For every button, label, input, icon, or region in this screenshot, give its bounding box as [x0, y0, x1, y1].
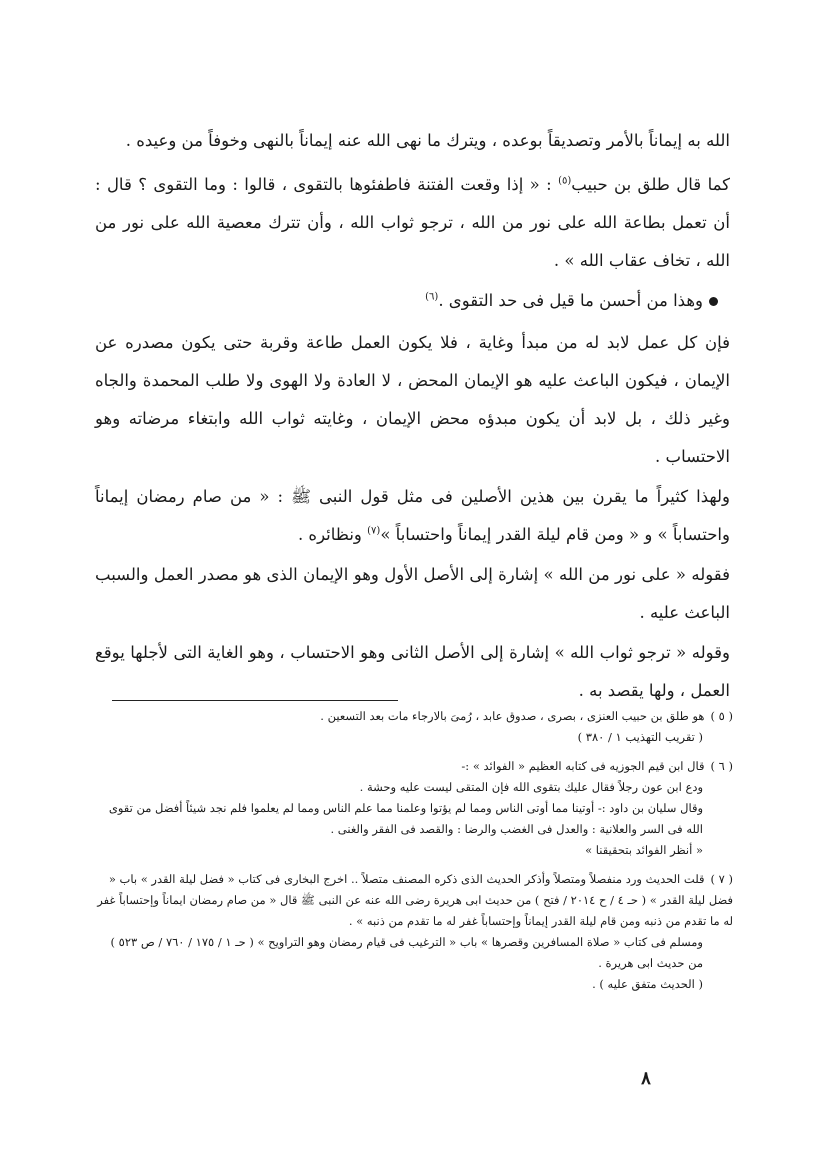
footnote-7 — [95, 869, 733, 995]
footnote-6-line-2: ودع ابن عون رجلاً فقال عليك بتقوى الله فإن المتقى ليست عليه وحشة . — [359, 780, 703, 794]
footnote-5 — [95, 706, 733, 748]
footnote-ref-5: (٥) — [558, 175, 572, 187]
footnote-6-text-1: قال ابن قيم الجوزيه فى كتابه العظيم « الفوائد » :- — [461, 759, 705, 773]
footnote-7-line-1 — [95, 869, 733, 932]
footnote-6-line-3: وقال سليان بن داود :- أوتينا مما أوتى الناس ومما لم يؤتوا وعلمنا مما علم الناس ومما لم يعلموا فلم نجد شيئاً أفضل من تقوى الله فى السر والعلانية : والعدل فى الغضب والرضا : والقصد فى الفقر والغنى . — [108, 801, 703, 836]
paragraph-2-lead: كما قال طلق بن حبيب — [571, 175, 731, 194]
bullet-icon — [709, 297, 718, 306]
paragraph-3 — [95, 282, 730, 320]
footnote-7-number: ( ٧ ) — [710, 872, 733, 886]
paragraph-4: فإن كل عمل لابد له من مبدأ وغاية ، فلا يكون العمل طاعة وقربة حتى يكون مصدره عن الإيمان ، فيكون الباعث عليه هو الإيمان المحض ، لا العادة ولا الهوى ولا طلب المحمدة والجاه وغير ذلك ، بل لابد أن يكون مبدؤه محض الإيمان ، وغايته ثواب الله وابتغاء مرضاته وهو الاحتساب . — [95, 333, 730, 466]
footnote-7-text-1: قلت الحديث ورد منفصلاً ومتصلاً وأذكر الحديث الذى ذكره المصنف متصلاً .. اخرج البخارى فى كتاب « فضل ليلة القدر » باب « فضل ليلة القدر » ( حـ ٤ / ح ٢٠١٤ / فتح ) من حديث ابى هريرة رضى الله عنه عن النبى ﷺ قال « من صام رمضان ايماناً وإحتساباً غفر له ما تقدم من ذنبه ومن قام ليلة القدر إيماناً وإحتساباً غفر له ما تقدم من ذنبه » . — [97, 872, 733, 928]
footnote-6 — [95, 756, 733, 861]
paragraph-5-text: ولهذا كثيراً ما يقرن بين هذين الأصلين فى مثل قول النبى ﷺ : « من صام رمضان إيماناً واحتساباً » و « ومن قام ليلة القدر إيماناً واحتساباً » — [95, 487, 730, 544]
footnote-5-number: ( ٥ ) — [710, 709, 733, 723]
footnote-ref-6: (٦) — [425, 291, 439, 303]
footnotes — [95, 706, 733, 1003]
paragraph-3-text: وهذا من أحسن ما قيل فى حد التقوى . — [438, 291, 703, 310]
paragraph-1: الله به إيماناً بالأمر وتصديقاً بوعده ، ويترك ما نهى الله عنه إيماناً بالنهى وخوفاً من وعيده . — [125, 131, 730, 150]
footnote-7-source: ( الحديث متفق عليه ) . — [592, 977, 703, 991]
paragraph-2-quote: : « إذا وقعت الفتنة فاطفئوها بالتقوى ، قالوا : وما التقوى ؟ قال : أن تعمل بطاعة الله على نور من الله ، ترجو ثواب الله ، وأن تترك معصية الله على نور من الله ، تخاف عقاب الله » . — [95, 175, 730, 270]
footnote-separator — [112, 700, 398, 701]
paragraph-2 — [95, 166, 730, 280]
paragraph-7: وقوله « ترجو ثواب الله » إشارة إلى الأصل الثانى وهو الاحتساب ، وهو الغاية التى لأجلها يوقع العمل ، ولها يقصد به . — [95, 643, 730, 700]
footnote-5-line — [95, 706, 733, 727]
footnote-5-text: هو طلق بن حبيب العنزى ، بصرى ، صدوق عابد ، رُمىَ بالارجاء مات بعد التسعين . — [320, 709, 705, 723]
footnote-6-line-1 — [95, 756, 733, 777]
paragraph-5-end: ونظائره . — [297, 525, 368, 544]
paragraph-5 — [95, 478, 730, 554]
footnote-ref-7: (٧) — [367, 525, 381, 537]
footnote-5-source: ( تقريب التهذيب ١ / ٣٨٠ ) — [577, 730, 703, 744]
main-text — [95, 122, 730, 712]
page-number: ٨ — [641, 1068, 651, 1089]
footnote-6-source: « أنظر الفوائد بتحقيقنا » — [585, 843, 703, 857]
paragraph-6: فقوله « على نور من الله » إشارة إلى الأصل الأول وهو الإيمان الذى هو مصدر العمل والسبب الباعث عليه . — [95, 565, 730, 622]
footnote-6-number: ( ٦ ) — [710, 759, 733, 773]
footnote-7-line-2: ومسلم فى كتاب « صلاة المسافرين وقصرها » باب « الترغيب فى قيام رمضان وهو التراويح » ( حـ ١ / ١٧٥ / ٧٦٠ / ص ٥٢٣ ) من حديث ابى هريرة . — [110, 935, 703, 970]
